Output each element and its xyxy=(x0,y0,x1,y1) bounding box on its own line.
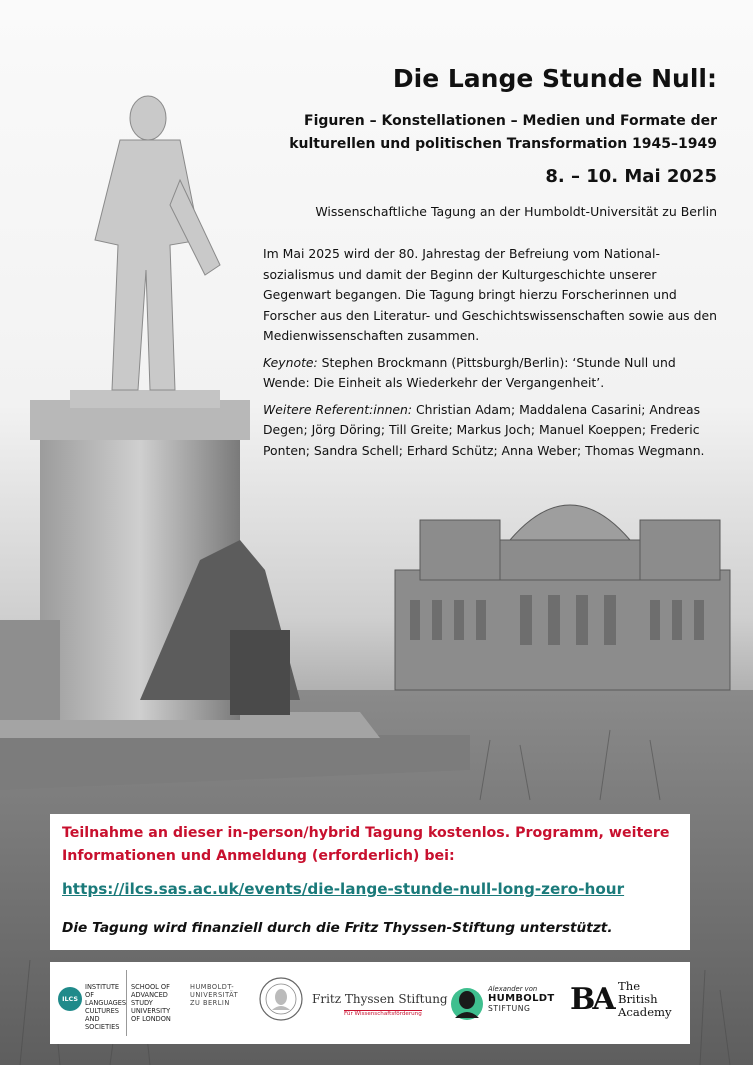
ilcs-mark-text: ILCS xyxy=(62,995,78,1003)
park-ground-left xyxy=(0,620,60,720)
subtitle-line-2: kulturellen und politischen Transformation 1945–1949 xyxy=(289,136,717,152)
logo-strip xyxy=(50,962,690,1044)
thyssen-name: Fritz Thyssen Stiftung xyxy=(312,992,448,1006)
thyssen-logo xyxy=(312,970,448,1036)
hu-line-3: ZU BERLIN xyxy=(190,999,230,1007)
sas-line-4: OF LONDON xyxy=(131,1015,171,1023)
british-academy-logo xyxy=(570,970,684,1036)
info-box xyxy=(50,814,690,950)
avh-logo-text xyxy=(488,985,562,1013)
avh-line-3: STIFTUNG xyxy=(488,1004,531,1013)
event-tagline: Wissenschaftliche Tagung an der Humboldt-Universität zu Berlin xyxy=(315,204,717,219)
ilcs-logo-text xyxy=(85,983,125,1031)
sas-logo xyxy=(126,970,187,1036)
sas-line-1: SCHOOL OF xyxy=(131,983,170,991)
speakers-label: Weitere Referent:innen: xyxy=(263,401,413,417)
sas-line-2: ADVANCED STUDY xyxy=(131,991,168,1007)
reichstag-ruin xyxy=(395,505,730,690)
sas-line-3: UNIVERSITY xyxy=(131,1007,171,1015)
subtitle-line-1: Figuren – Konstellationen – Medien und Formate der xyxy=(304,113,717,129)
ba-line-3: Academy xyxy=(618,1005,672,1019)
subtitle xyxy=(247,110,717,156)
thyssen-sub: Für Wissenschaftsförderung xyxy=(344,1011,422,1017)
sas-logo-text xyxy=(131,983,187,1023)
keynote-label: Keynote: xyxy=(263,354,318,370)
hu-seal-icon xyxy=(258,976,304,1022)
statue-figure xyxy=(95,96,220,390)
ba-logo-text xyxy=(618,980,684,1019)
avh-portrait-icon xyxy=(450,982,484,1022)
keynote-paragraph xyxy=(263,353,725,394)
hu-logo xyxy=(190,970,254,1036)
ilcs-logo-mark xyxy=(58,987,82,1011)
speakers-paragraph xyxy=(263,400,725,462)
ilcs-line-1: INSTITUTE OF xyxy=(85,983,120,999)
hu-line-1: HUMBOLDT- xyxy=(190,983,235,991)
description-block xyxy=(263,244,725,467)
avh-logo xyxy=(450,970,562,1036)
page-title: Die Lange Stunde Null: xyxy=(392,64,717,93)
hu-line-2: UNIVERSITÄT xyxy=(190,991,239,999)
hu-seal xyxy=(258,970,304,1036)
event-link[interactable]: https://ilcs.sas.ac.uk/events/die-lange-stunde-null-long-zero-hour xyxy=(62,880,625,898)
hu-logo-text xyxy=(190,983,254,1007)
ba-line-2: British xyxy=(618,992,658,1006)
ba-mark: BA xyxy=(570,982,613,1017)
ilcs-line-4: SOCIETIES xyxy=(85,1023,120,1031)
ilcs-logo xyxy=(58,970,127,1036)
event-dates: 8. – 10. Mai 2025 xyxy=(545,166,717,187)
avh-line-1: Alexander von xyxy=(488,985,538,993)
ilcs-line-3: CULTURES AND xyxy=(85,1007,119,1023)
avh-line-2: HUMBOLDT xyxy=(488,993,555,1004)
participation-notice: Teilnahme an dieser in-person/hybrid Tagung kostenlos. Programm, weitere Informationen und Anmeldung (erforderlich) bei: xyxy=(62,825,670,864)
funding-notice: Die Tagung wird finanziell durch die Fritz Thyssen-Stiftung unterstützt. xyxy=(62,920,613,936)
keynote-text: Stephen Brockmann (Pittsburgh/Berlin): ‘Stunde Null und Wende: Die Einheit als Wiederkehr der Vergangenheit’. xyxy=(263,354,676,390)
intro-paragraph: Im Mai 2025 wird der 80. Jahrestag der Befreiung vom Nationalsozialismus und damit der Beginn der Kulturgeschichte unserer Gegenwart begangen. Die Tagung bringt hierzu Forscherinnen und Forscher aus den Literatur- und Geschichtswissenschaften sowie aus den Medienwissenschaften zusammen. xyxy=(263,246,717,343)
speakers-text: Christian Adam; Maddalena Casarini; Andreas Degen; Jörg Döring; Till Greite; Markus Joch; Manuel Koeppen; Frederic Ponten; Sandra Schell; Erhard Schütz; Anna Weber; Thomas Wegmann. xyxy=(263,401,705,458)
ba-line-1: The xyxy=(618,979,641,993)
ilcs-line-2: LANGUAGES xyxy=(85,999,127,1007)
